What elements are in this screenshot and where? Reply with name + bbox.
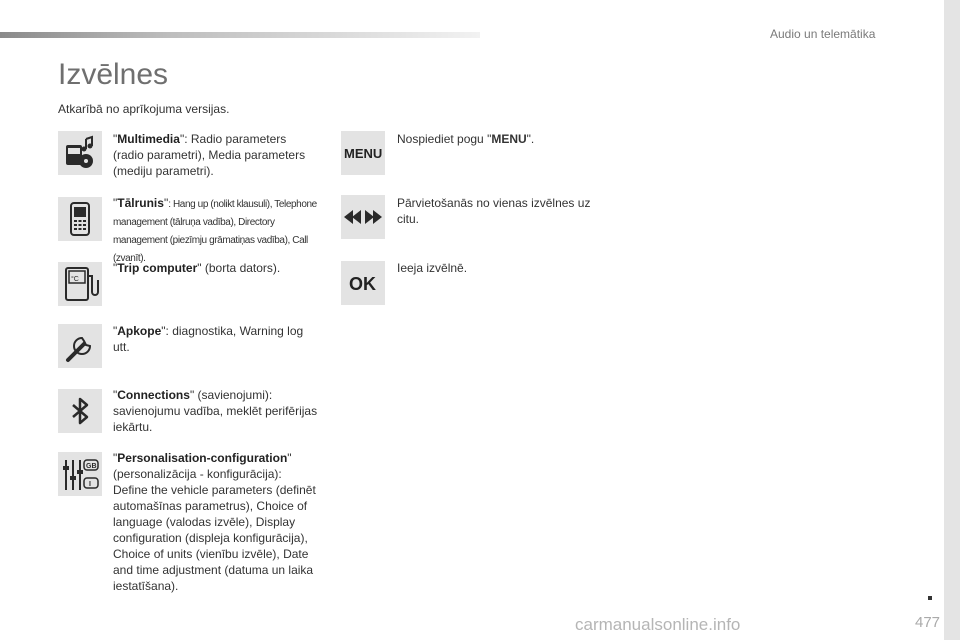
menu-button-description: Nospiediet pogu "MENU". <box>397 132 535 146</box>
phone-description: "Tālrunis": Hang up (nolikt klausuli), Telephone management (tālruņa vadība), Directory management (piezīmju grāmatiņas vadība), Call (zvanīt). <box>113 196 317 264</box>
svg-text:°C: °C <box>71 276 79 283</box>
phone-icon <box>58 197 102 241</box>
svg-text:OK: OK <box>349 274 376 294</box>
page-number: 477 <box>915 614 941 631</box>
header-gradient-bar <box>0 32 480 38</box>
ok-button-description: Ieeja izvēlnē. <box>397 261 468 275</box>
svg-text:I: I <box>89 481 91 488</box>
multimedia-description: "Multimedia": Radio parameters (radio parametri), Media parameters (mediju parametri). <box>113 132 306 178</box>
menu-button-icon <box>341 131 385 175</box>
trip-computer-description: "Trip computer" (borta dators). <box>113 261 281 275</box>
personalisation-description: "Personalisation-configuration" (personalizācija - konfigurācija): Define the vehicle parameters (definēt automašīnas parametrus), Choice of language (valodas izvēle), Display configuration (displeja konfigurācija), Choice of units (vienību izvēle), Date and time adjustment (datuma un laika iestatīšana). <box>113 451 316 593</box>
multimedia-icon <box>58 131 102 175</box>
page-dot <box>928 596 932 600</box>
navigation-description: Pārvietošanās no vienas izvēlnes uz citu. <box>397 196 591 226</box>
connections-description: "Connections" (savienojumi): savienojumu vadība, meklēt perifērijas iekārtu. <box>113 388 318 434</box>
svg-text:GB: GB <box>86 463 97 470</box>
settings-sliders-icon <box>58 452 102 496</box>
wrench-icon <box>58 324 102 368</box>
bluetooth-icon <box>58 389 102 433</box>
trip-computer-icon <box>58 262 102 306</box>
maintenance-description: "Apkope": diagnostika, Warning log utt. <box>113 324 304 354</box>
subtitle: Atkarībā no aprīkojuma versijas. <box>58 102 230 116</box>
ok-button-icon <box>341 261 385 305</box>
watermark: carmanualsonline.info <box>575 615 741 634</box>
arrows-left-right-icon <box>341 195 385 239</box>
page-title: Izvēlnes <box>58 58 169 91</box>
section-title: Audio un telemātika <box>770 27 876 41</box>
svg-text:MENU: MENU <box>344 146 383 161</box>
page-edge-band <box>944 0 960 640</box>
